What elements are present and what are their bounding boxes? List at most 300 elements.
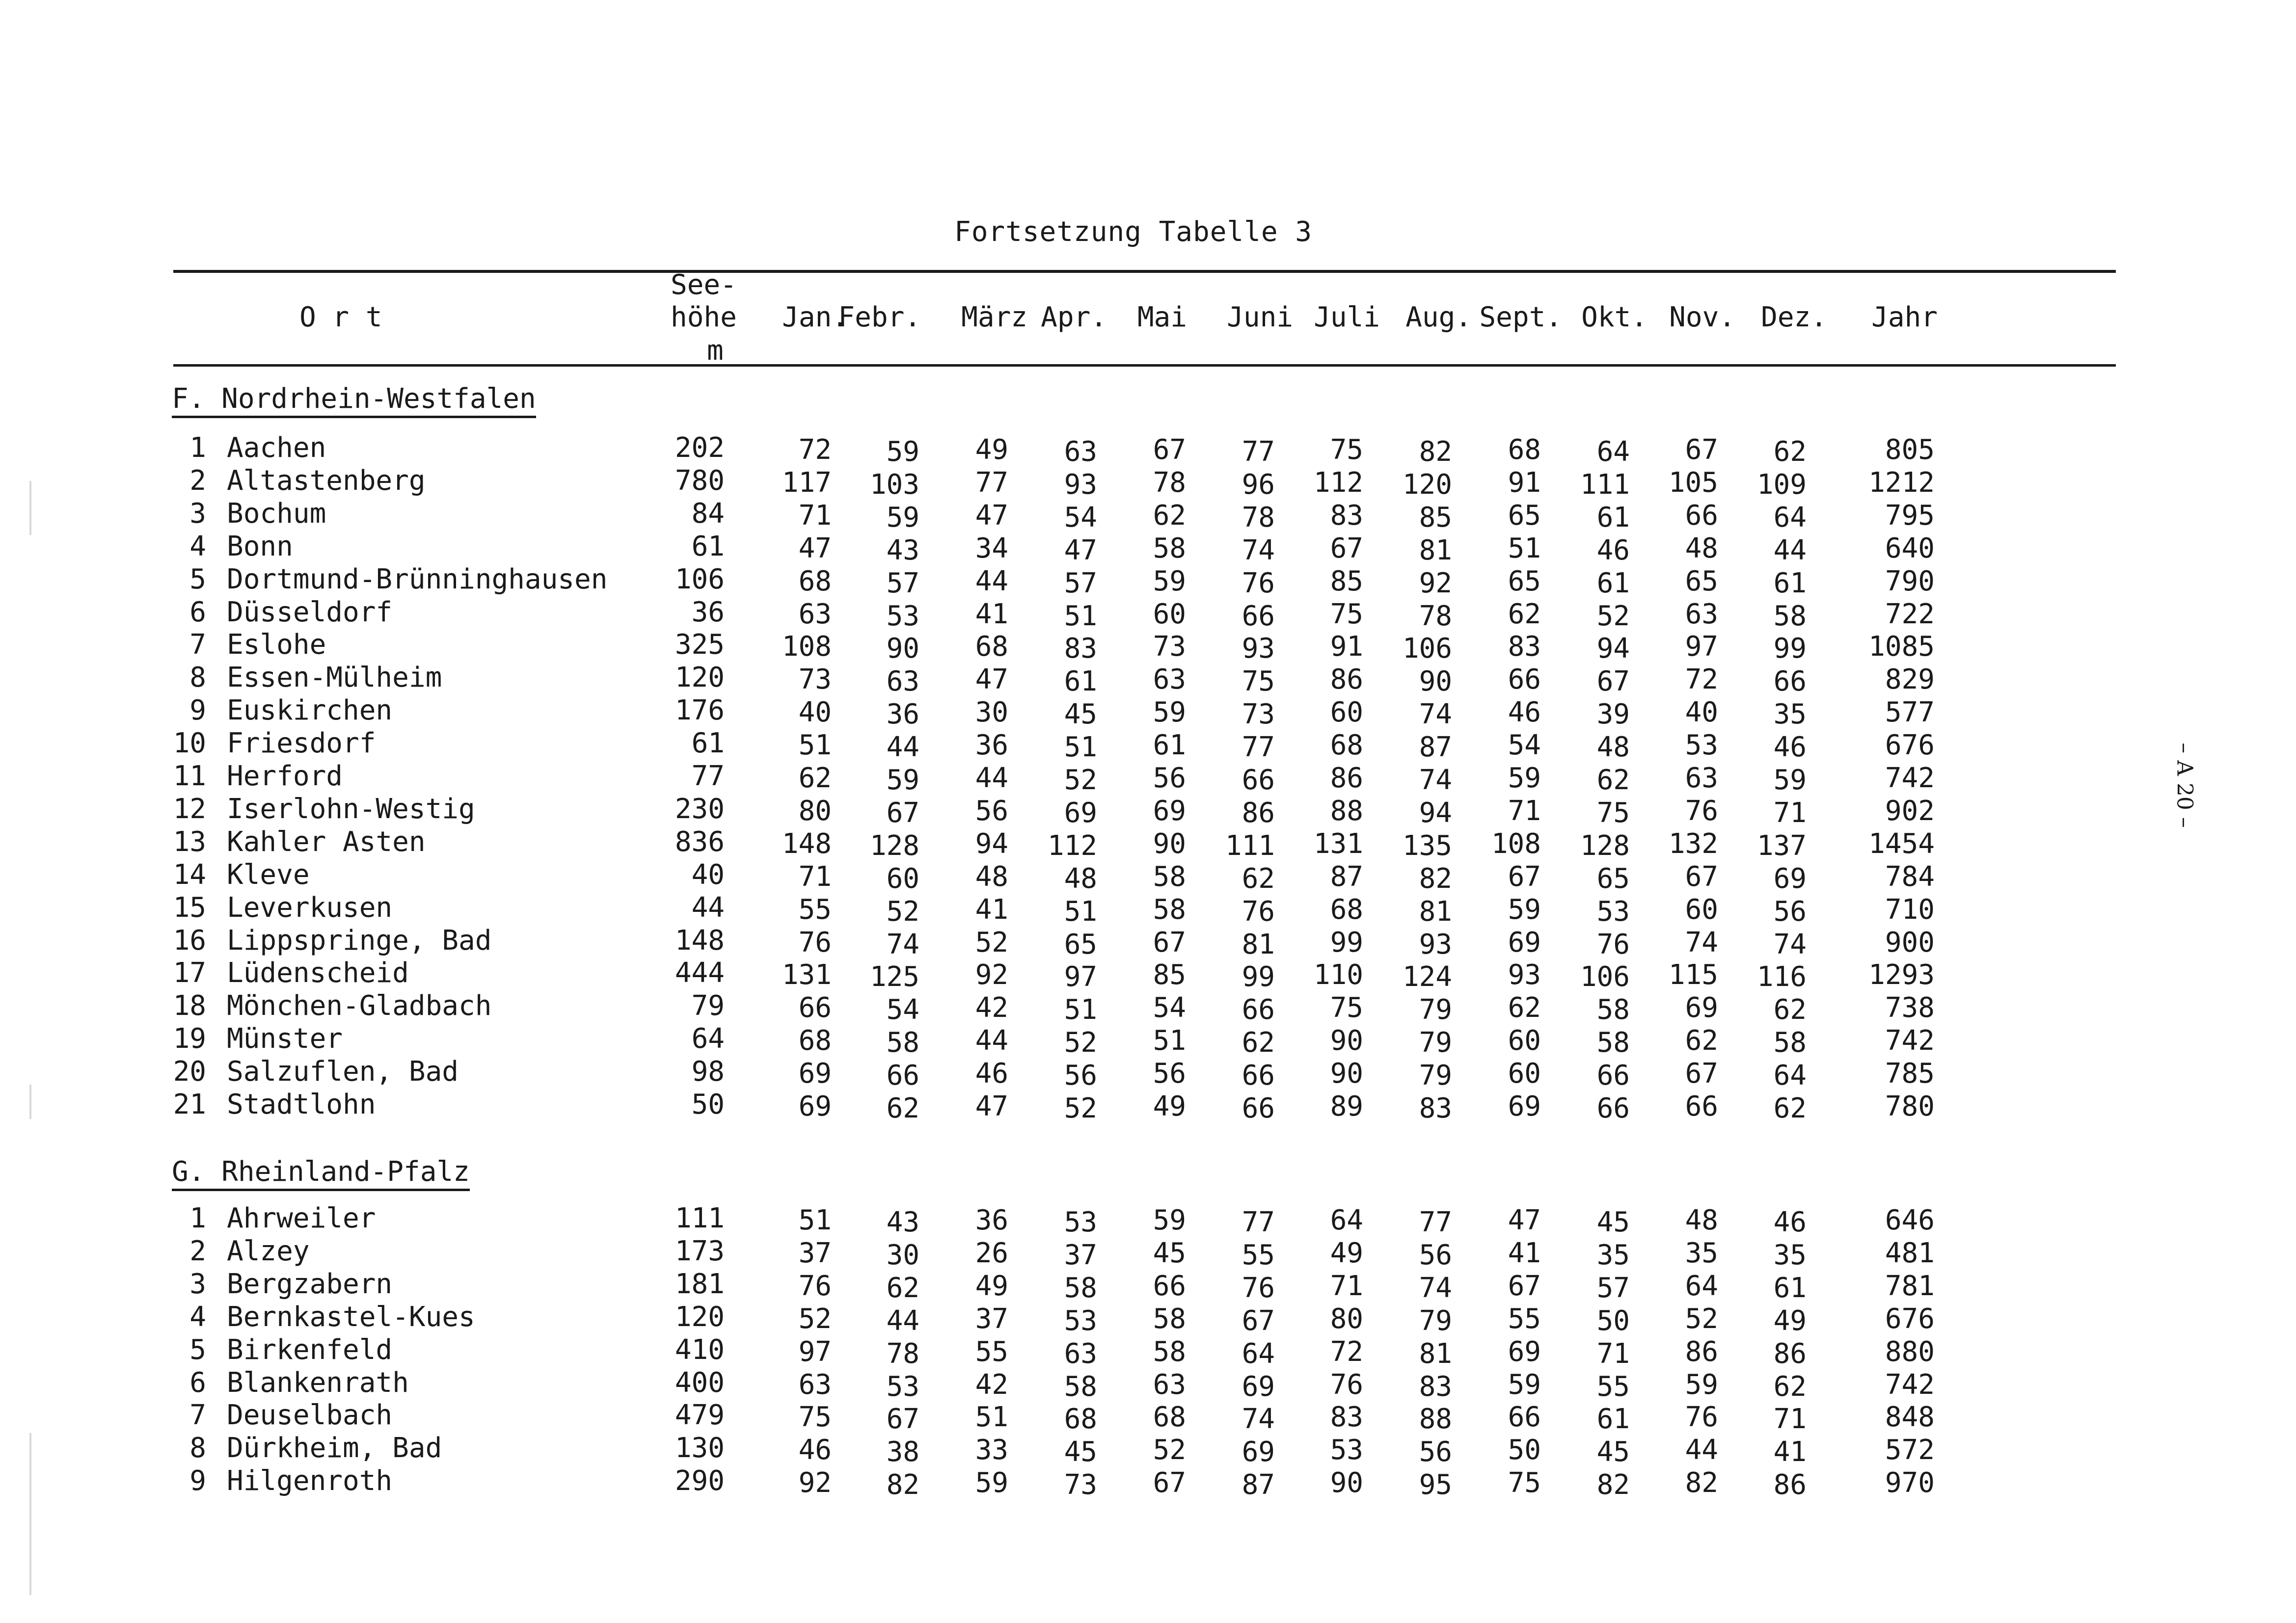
value-month: 116 bbox=[1756, 961, 1807, 993]
value-month: 41 bbox=[975, 598, 1008, 630]
table-row bbox=[0, 1268, 2296, 1304]
value-month: 74 bbox=[1685, 926, 1718, 958]
value-month: 59 bbox=[975, 1467, 1008, 1499]
value-month: 58 bbox=[1596, 994, 1630, 1026]
value-month: 81 bbox=[1242, 928, 1275, 960]
value-month: 60 bbox=[1685, 893, 1718, 926]
value-month: 64 bbox=[1685, 1270, 1718, 1302]
value-month: 47 bbox=[975, 1091, 1008, 1122]
value-month: 51 bbox=[798, 729, 832, 762]
value-month: 61 bbox=[1773, 1272, 1807, 1304]
value-month: 52 bbox=[798, 1303, 832, 1335]
value-month: 103 bbox=[869, 468, 919, 501]
value-month: 71 bbox=[1773, 1403, 1807, 1436]
table-row bbox=[0, 1235, 2296, 1271]
header-month: März bbox=[961, 301, 1027, 333]
value-month: 93 bbox=[1508, 959, 1541, 991]
value-month: 37 bbox=[1064, 1239, 1097, 1271]
value-month: 30 bbox=[975, 696, 1008, 729]
value-month: 68 bbox=[1330, 729, 1363, 762]
value-month: 97 bbox=[1685, 631, 1718, 663]
value-month: 48 bbox=[1685, 1204, 1718, 1236]
row-number: 21 bbox=[173, 1089, 206, 1120]
value-month: 66 bbox=[1596, 1060, 1630, 1092]
value-month: 68 bbox=[1153, 1401, 1186, 1434]
value-year: 710 bbox=[1885, 893, 1935, 926]
value-month: 49 bbox=[1773, 1304, 1807, 1337]
value-month: 112 bbox=[1313, 466, 1363, 499]
value-month: 132 bbox=[1668, 827, 1718, 860]
value-month: 85 bbox=[1153, 959, 1186, 991]
value-month: 74 bbox=[1773, 928, 1807, 960]
value-month: 54 bbox=[1153, 992, 1186, 1024]
value-month: 63 bbox=[798, 598, 832, 630]
value-month: 46 bbox=[975, 1058, 1008, 1090]
station-name: Stadtlohn bbox=[227, 1089, 376, 1120]
value-month: 67 bbox=[1242, 1304, 1275, 1337]
value-month: 60 bbox=[1508, 1058, 1541, 1090]
value-month: 68 bbox=[975, 631, 1008, 663]
value-month: 62 bbox=[1773, 436, 1807, 468]
value-month: 47 bbox=[975, 499, 1008, 532]
row-number: 9 bbox=[189, 1465, 206, 1497]
value-month: 51 bbox=[975, 1401, 1008, 1434]
value-month: 53 bbox=[886, 600, 919, 632]
value-month: 64 bbox=[1773, 1060, 1807, 1092]
value-month: 30 bbox=[886, 1239, 919, 1271]
value-year: 1454 bbox=[1868, 827, 1935, 860]
station-elevation: 120 bbox=[675, 1301, 725, 1333]
value-month: 106 bbox=[1402, 633, 1452, 665]
value-month: 108 bbox=[1491, 827, 1541, 860]
value-month: 106 bbox=[1580, 961, 1630, 993]
value-month: 97 bbox=[798, 1335, 832, 1368]
station-elevation: 130 bbox=[675, 1432, 725, 1464]
value-year: 1085 bbox=[1868, 631, 1935, 663]
value-month: 76 bbox=[1242, 1272, 1275, 1304]
value-month: 58 bbox=[1153, 860, 1186, 893]
table-row bbox=[0, 1333, 2296, 1370]
value-year: 780 bbox=[1885, 1091, 1935, 1122]
value-month: 69 bbox=[1508, 1091, 1541, 1122]
value-month: 44 bbox=[975, 565, 1008, 597]
value-month: 55 bbox=[798, 893, 832, 926]
station-name: Birkenfeld bbox=[227, 1333, 393, 1366]
value-month: 59 bbox=[1153, 1204, 1186, 1236]
value-month: 52 bbox=[1153, 1434, 1186, 1466]
value-month: 53 bbox=[1064, 1206, 1097, 1238]
value-month: 68 bbox=[1330, 893, 1363, 926]
header-seehoehe-3: m bbox=[707, 335, 724, 367]
value-month: 74 bbox=[1242, 534, 1275, 566]
value-month: 57 bbox=[886, 567, 919, 599]
value-month: 131 bbox=[782, 959, 832, 991]
value-year: 784 bbox=[1885, 860, 1935, 893]
station-name: Bochum bbox=[227, 497, 326, 530]
value-year: 676 bbox=[1885, 729, 1935, 762]
header-month: Juli bbox=[1314, 301, 1380, 333]
value-month: 79 bbox=[1419, 1060, 1452, 1092]
value-month: 74 bbox=[1242, 1403, 1275, 1436]
value-month: 58 bbox=[1153, 893, 1186, 926]
value-month: 52 bbox=[975, 926, 1008, 958]
value-month: 43 bbox=[886, 1206, 919, 1238]
value-month: 76 bbox=[1596, 928, 1630, 960]
value-month: 67 bbox=[1685, 860, 1718, 893]
station-elevation: 120 bbox=[675, 662, 725, 694]
value-month: 53 bbox=[1064, 1304, 1097, 1337]
table-row bbox=[0, 1301, 2296, 1337]
value-month: 52 bbox=[1596, 600, 1630, 632]
value-year: 829 bbox=[1885, 664, 1935, 696]
row-number: 18 bbox=[173, 990, 206, 1022]
value-month: 45 bbox=[1064, 698, 1097, 731]
station-name: Herford bbox=[227, 760, 343, 792]
value-month: 83 bbox=[1419, 1092, 1452, 1124]
value-month: 58 bbox=[1773, 1027, 1807, 1059]
section-title: G. Rheinland-Pfalz bbox=[172, 1156, 470, 1191]
value-month: 41 bbox=[1773, 1436, 1807, 1468]
row-number: 2 bbox=[189, 1235, 206, 1267]
header-month: Juni bbox=[1227, 301, 1293, 333]
station-elevation: 44 bbox=[691, 891, 725, 924]
station-elevation: 444 bbox=[675, 957, 725, 989]
value-month: 62 bbox=[1773, 994, 1807, 1026]
value-month: 50 bbox=[1508, 1434, 1541, 1466]
row-number: 7 bbox=[189, 1399, 206, 1432]
row-number: 15 bbox=[173, 891, 206, 924]
row-number: 11 bbox=[173, 760, 206, 792]
value-month: 92 bbox=[1419, 567, 1452, 599]
station-name: Lippspringe, Bad bbox=[227, 924, 492, 957]
value-month: 63 bbox=[1064, 436, 1097, 468]
value-month: 71 bbox=[1596, 1337, 1630, 1370]
value-month: 49 bbox=[1330, 1237, 1363, 1269]
value-month: 36 bbox=[975, 729, 1008, 762]
value-month: 77 bbox=[1242, 436, 1275, 468]
value-month: 78 bbox=[1153, 466, 1186, 499]
value-month: 60 bbox=[1508, 1025, 1541, 1057]
value-month: 93 bbox=[1064, 468, 1097, 501]
value-month: 59 bbox=[1685, 1368, 1718, 1401]
table-row bbox=[0, 563, 2296, 599]
table-row bbox=[0, 1399, 2296, 1436]
value-month: 87 bbox=[1419, 731, 1452, 764]
value-month: 73 bbox=[1153, 631, 1186, 663]
value-month: 90 bbox=[1153, 827, 1186, 860]
station-name: Dortmund-Brünninghausen bbox=[227, 563, 608, 595]
station-name: Dürkheim, Bad bbox=[227, 1432, 442, 1464]
table-row bbox=[0, 1202, 2296, 1238]
value-month: 49 bbox=[975, 1270, 1008, 1302]
value-month: 64 bbox=[1773, 501, 1807, 533]
value-month: 62 bbox=[886, 1092, 919, 1124]
value-month: 41 bbox=[1508, 1237, 1541, 1269]
station-elevation: 98 bbox=[691, 1056, 725, 1088]
value-month: 52 bbox=[1685, 1303, 1718, 1335]
header-month: Febr. bbox=[838, 301, 921, 333]
header-month: Mai bbox=[1137, 301, 1187, 333]
table-header-rule bbox=[173, 364, 2116, 367]
value-month: 51 bbox=[1064, 600, 1097, 632]
value-month: 64 bbox=[1596, 436, 1630, 468]
value-month: 66 bbox=[886, 1060, 919, 1092]
value-month: 51 bbox=[1064, 731, 1097, 764]
value-month: 52 bbox=[1064, 1092, 1097, 1124]
header-month: Jan. bbox=[782, 301, 848, 333]
station-elevation: 148 bbox=[675, 924, 725, 957]
value-month: 74 bbox=[1419, 698, 1452, 731]
value-month: 57 bbox=[1596, 1272, 1630, 1304]
value-month: 91 bbox=[1508, 466, 1541, 499]
value-month: 62 bbox=[1773, 1092, 1807, 1124]
value-month: 67 bbox=[886, 1403, 919, 1436]
table-row bbox=[0, 793, 2296, 829]
value-month: 131 bbox=[1313, 827, 1363, 860]
value-month: 58 bbox=[1153, 1303, 1186, 1335]
value-month: 86 bbox=[1773, 1469, 1807, 1501]
table-top-rule bbox=[173, 270, 2116, 273]
value-month: 66 bbox=[798, 992, 832, 1024]
table-row bbox=[0, 1465, 2296, 1501]
value-month: 40 bbox=[798, 696, 832, 729]
value-month: 45 bbox=[1596, 1206, 1630, 1238]
station-elevation: 181 bbox=[675, 1268, 725, 1300]
value-month: 83 bbox=[1064, 633, 1097, 665]
value-month: 35 bbox=[1596, 1239, 1630, 1271]
station-elevation: 61 bbox=[691, 530, 725, 562]
value-month: 41 bbox=[975, 893, 1008, 926]
value-month: 65 bbox=[1064, 928, 1097, 960]
value-month: 59 bbox=[886, 764, 919, 796]
station-elevation: 836 bbox=[675, 825, 725, 858]
value-month: 67 bbox=[1685, 1058, 1718, 1090]
table-row bbox=[0, 727, 2296, 764]
value-month: 53 bbox=[1330, 1434, 1363, 1466]
value-month: 67 bbox=[1330, 532, 1363, 564]
value-month: 82 bbox=[1596, 1469, 1630, 1501]
value-month: 69 bbox=[1685, 992, 1718, 1024]
value-month: 86 bbox=[1330, 762, 1363, 794]
value-month: 76 bbox=[798, 1270, 832, 1302]
page-number: – A 20 – bbox=[2172, 743, 2197, 828]
station-name: Leverkusen bbox=[227, 891, 393, 924]
value-month: 53 bbox=[1685, 729, 1718, 762]
value-month: 59 bbox=[1508, 1368, 1541, 1401]
value-month: 97 bbox=[1064, 961, 1097, 993]
station-elevation: 479 bbox=[675, 1399, 725, 1432]
value-month: 46 bbox=[1596, 534, 1630, 566]
value-year: 722 bbox=[1885, 598, 1935, 630]
value-month: 66 bbox=[1242, 1092, 1275, 1124]
value-month: 61 bbox=[1596, 567, 1630, 599]
value-month: 51 bbox=[1153, 1025, 1186, 1057]
station-name: Düsseldorf bbox=[227, 596, 393, 628]
value-month: 56 bbox=[1064, 1060, 1097, 1092]
station-elevation: 410 bbox=[675, 1333, 725, 1366]
value-month: 71 bbox=[1773, 797, 1807, 829]
station-elevation: 400 bbox=[675, 1366, 725, 1399]
value-month: 95 bbox=[1419, 1469, 1452, 1501]
value-month: 47 bbox=[1064, 534, 1097, 566]
value-month: 85 bbox=[1419, 501, 1452, 533]
value-month: 61 bbox=[1153, 729, 1186, 762]
value-month: 92 bbox=[975, 959, 1008, 991]
value-month: 67 bbox=[1508, 1270, 1541, 1302]
value-month: 35 bbox=[1773, 1239, 1807, 1271]
value-month: 86 bbox=[1685, 1335, 1718, 1368]
value-month: 36 bbox=[975, 1204, 1008, 1236]
value-month: 44 bbox=[975, 762, 1008, 794]
value-month: 62 bbox=[1508, 598, 1541, 630]
value-month: 80 bbox=[798, 795, 832, 827]
value-month: 69 bbox=[1773, 862, 1807, 895]
value-year: 781 bbox=[1885, 1270, 1935, 1302]
header-month: Dez. bbox=[1761, 301, 1827, 333]
value-month: 59 bbox=[1773, 764, 1807, 796]
value-month: 71 bbox=[798, 499, 832, 532]
value-month: 52 bbox=[1064, 764, 1097, 796]
value-month: 40 bbox=[1685, 696, 1718, 729]
value-month: 69 bbox=[798, 1091, 832, 1122]
value-month: 78 bbox=[1419, 600, 1452, 632]
header-month: Nov. bbox=[1669, 301, 1735, 333]
value-month: 93 bbox=[1242, 633, 1275, 665]
value-month: 76 bbox=[1242, 895, 1275, 928]
value-month: 55 bbox=[1596, 1370, 1630, 1403]
value-month: 59 bbox=[1508, 893, 1541, 926]
value-month: 56 bbox=[1153, 762, 1186, 794]
value-month: 68 bbox=[798, 565, 832, 597]
value-month: 64 bbox=[1242, 1337, 1275, 1370]
station-name: Bernkastel-Kues bbox=[227, 1301, 475, 1333]
table-row bbox=[0, 530, 2296, 566]
value-month: 73 bbox=[798, 664, 832, 696]
value-month: 62 bbox=[886, 1272, 919, 1304]
value-month: 62 bbox=[798, 762, 832, 794]
value-month: 59 bbox=[886, 501, 919, 533]
value-month: 64 bbox=[1330, 1204, 1363, 1236]
value-month: 58 bbox=[886, 1027, 919, 1059]
value-month: 62 bbox=[1685, 1025, 1718, 1057]
value-month: 74 bbox=[1419, 764, 1452, 796]
value-month: 37 bbox=[975, 1303, 1008, 1335]
value-month: 78 bbox=[1242, 501, 1275, 533]
header-month: Okt. bbox=[1581, 301, 1648, 333]
value-month: 94 bbox=[1596, 633, 1630, 665]
table-row bbox=[0, 1023, 2296, 1059]
header-month: Sept. bbox=[1479, 301, 1562, 333]
value-year: 640 bbox=[1885, 532, 1935, 564]
value-month: 81 bbox=[1419, 895, 1452, 928]
value-month: 58 bbox=[1153, 532, 1186, 564]
value-month: 51 bbox=[798, 1204, 832, 1236]
value-month: 59 bbox=[1153, 565, 1186, 597]
value-month: 34 bbox=[975, 532, 1008, 564]
value-month: 82 bbox=[886, 1469, 919, 1501]
value-month: 135 bbox=[1402, 829, 1452, 862]
value-month: 51 bbox=[1064, 895, 1097, 928]
row-number: 4 bbox=[189, 530, 206, 562]
value-month: 46 bbox=[1508, 696, 1541, 729]
value-year: 790 bbox=[1885, 565, 1935, 597]
station-elevation: 176 bbox=[675, 694, 725, 727]
station-elevation: 780 bbox=[675, 464, 725, 497]
value-month: 54 bbox=[1064, 501, 1097, 533]
value-month: 71 bbox=[1330, 1270, 1363, 1302]
station-name: Iserlohn-Westig bbox=[227, 793, 475, 825]
value-month: 67 bbox=[1685, 434, 1718, 466]
value-month: 61 bbox=[1596, 1403, 1630, 1436]
value-month: 85 bbox=[1330, 565, 1363, 597]
value-month: 45 bbox=[1064, 1436, 1097, 1468]
table-row bbox=[0, 760, 2296, 796]
value-month: 63 bbox=[798, 1368, 832, 1401]
value-month: 99 bbox=[1773, 633, 1807, 665]
value-month: 71 bbox=[1508, 795, 1541, 827]
value-month: 56 bbox=[1419, 1239, 1452, 1271]
value-month: 44 bbox=[886, 731, 919, 764]
value-month: 62 bbox=[1596, 764, 1630, 796]
value-month: 76 bbox=[1242, 567, 1275, 599]
station-elevation: 50 bbox=[691, 1089, 725, 1120]
value-month: 66 bbox=[1242, 600, 1275, 632]
value-month: 35 bbox=[1773, 698, 1807, 731]
value-month: 66 bbox=[1596, 1092, 1630, 1124]
value-month: 65 bbox=[1685, 565, 1718, 597]
value-month: 73 bbox=[1064, 1469, 1097, 1501]
value-month: 62 bbox=[1773, 1370, 1807, 1403]
value-year: 742 bbox=[1885, 1025, 1935, 1057]
value-month: 76 bbox=[1685, 1401, 1718, 1434]
value-month: 63 bbox=[1685, 762, 1718, 794]
value-month: 79 bbox=[1419, 1304, 1452, 1337]
station-elevation: 84 bbox=[691, 497, 725, 530]
value-month: 91 bbox=[1330, 631, 1363, 663]
value-month: 77 bbox=[1242, 1206, 1275, 1238]
value-month: 120 bbox=[1402, 468, 1452, 501]
value-month: 80 bbox=[1330, 1303, 1363, 1335]
value-year: 795 bbox=[1885, 499, 1935, 532]
value-month: 66 bbox=[1242, 764, 1275, 796]
value-month: 67 bbox=[1596, 665, 1630, 698]
station-elevation: 64 bbox=[691, 1023, 725, 1055]
value-month: 67 bbox=[1508, 860, 1541, 893]
value-month: 60 bbox=[1330, 696, 1363, 729]
station-name: Essen-Mülheim bbox=[227, 662, 442, 694]
value-month: 51 bbox=[1508, 532, 1541, 564]
station-elevation: 230 bbox=[675, 793, 725, 825]
value-month: 66 bbox=[1242, 994, 1275, 1026]
station-name: Eslohe bbox=[227, 629, 326, 661]
row-number: 5 bbox=[189, 1333, 206, 1366]
table-row bbox=[0, 464, 2296, 501]
station-name: Mönchen-Gladbach bbox=[227, 990, 492, 1022]
value-month: 62 bbox=[1153, 499, 1186, 532]
value-month: 49 bbox=[1153, 1091, 1186, 1122]
station-elevation: 106 bbox=[675, 563, 725, 595]
value-month: 45 bbox=[1596, 1436, 1630, 1468]
value-year: 577 bbox=[1885, 696, 1935, 729]
value-month: 94 bbox=[1419, 797, 1452, 829]
header-ort: O r t bbox=[299, 301, 382, 333]
value-month: 75 bbox=[1330, 992, 1363, 1024]
row-number: 13 bbox=[173, 825, 206, 858]
value-month: 73 bbox=[1242, 698, 1275, 731]
value-month: 86 bbox=[1773, 1337, 1807, 1370]
station-name: Kleve bbox=[227, 858, 310, 891]
station-name: Altastenberg bbox=[227, 464, 426, 497]
